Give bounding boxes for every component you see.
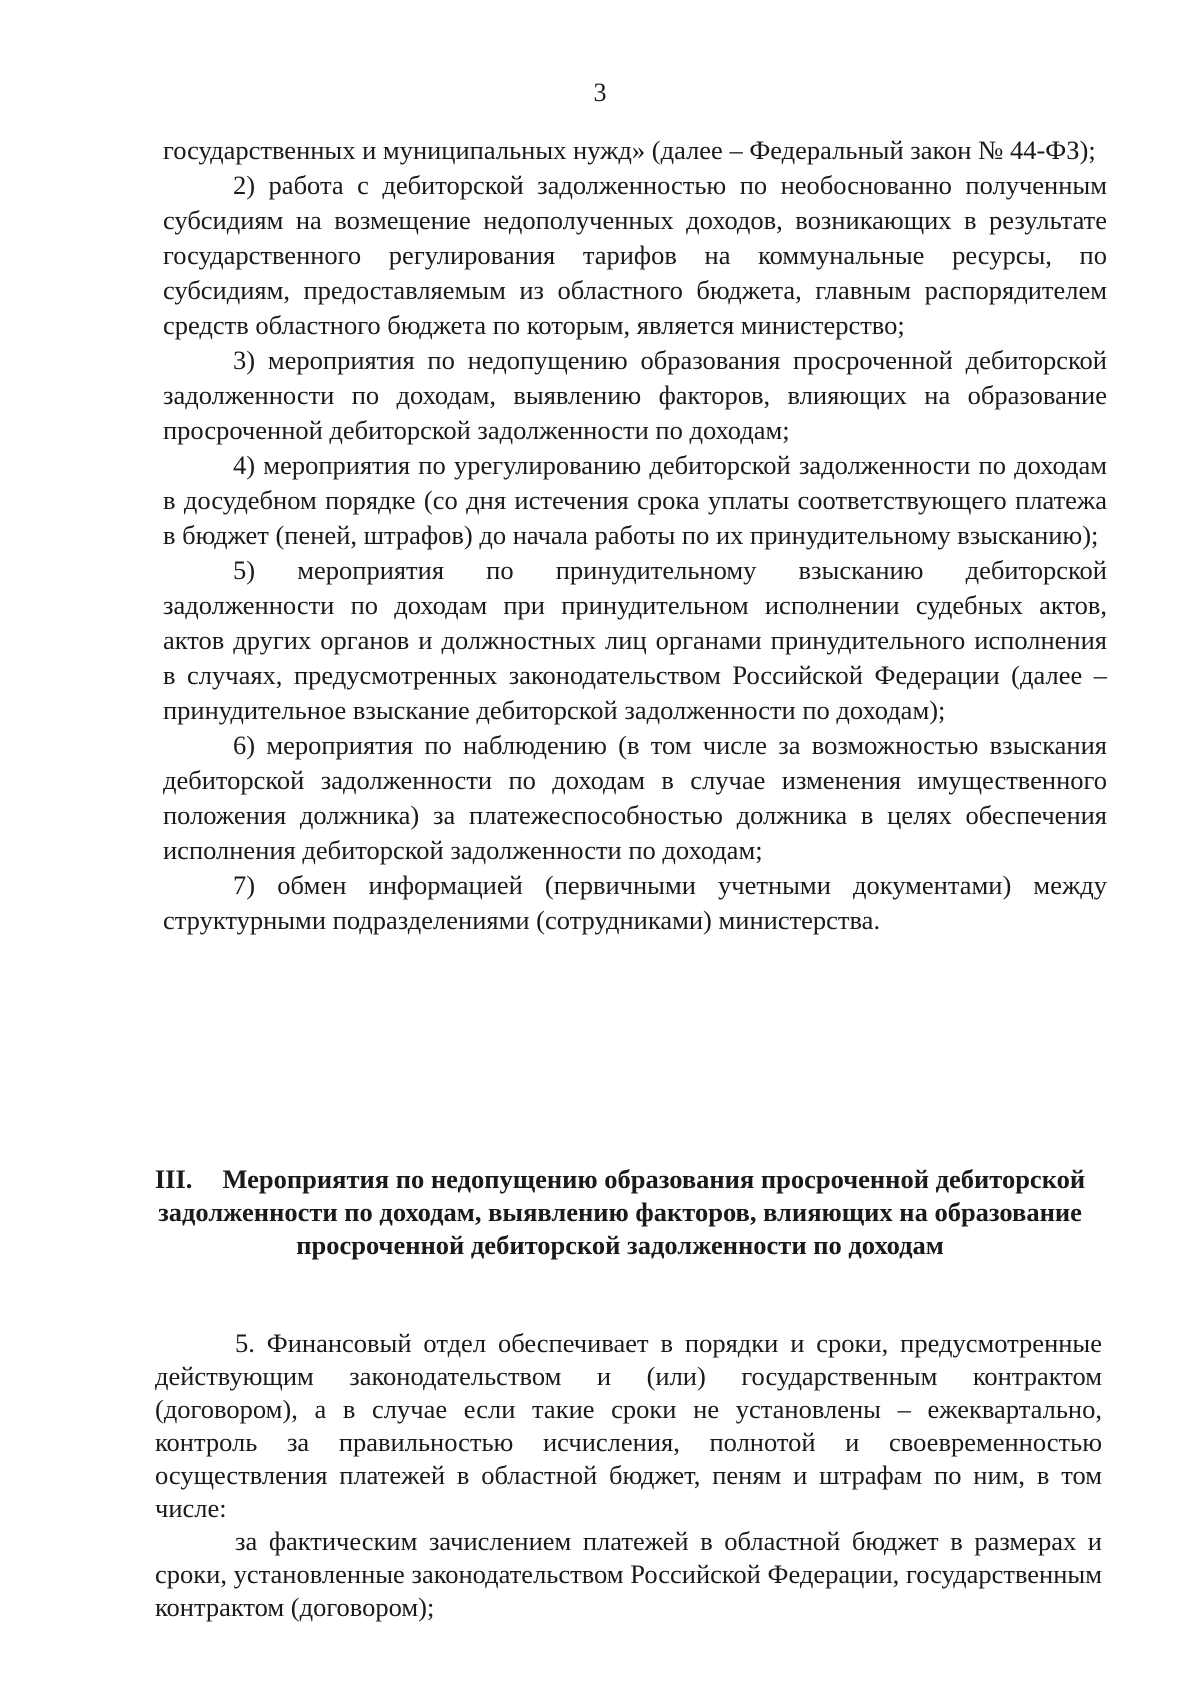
list-item-6: 6) мероприятия по наблюдению (в том числе за возможностью взыскания дебиторской задолженности по доходам в случае изменения имущественного положения должника) за платежеспособностью должника в целях обеспечения исполнения дебиторской задолженности по доходам; [163, 730, 1107, 865]
list-item-5: 5) мероприятия по принудительному взысканию дебиторской задолженности по доходам при принудительном исполнении судебных актов, актов других органов и должностных лиц органами принудительного исполнения в случаях, предусмотренных законодательством Российской Федерации (далее – принудительное взыскание дебиторской задолженности по доходам); [163, 555, 1107, 725]
page-number: 3 [593, 78, 607, 107]
paragraph-continuation: государственных и муниципальных нужд» (далее – Федеральный закон № 44-ФЗ); [163, 135, 1096, 165]
section-number: III. [154, 1164, 193, 1194]
list-item-3: 3) мероприятия по недопущению образования просроченной дебиторской задолженности по доходам, выявлению факторов, влияющих на образование просроченной дебиторской задолженности по доходам; [163, 345, 1107, 445]
list-item-7: 7) обмен информацией (первичными учетными документами) между структурными подразделениями (сотрудниками) министерства. [163, 870, 1107, 935]
section-heading [150, 1163, 1090, 1262]
text-block-lower [155, 1327, 1102, 1624]
paragraph-5-sub: за фактическим зачислением платежей в областной бюджет в размерах и сроки, установленные законодательством Российской Федерации, государственным контрактом (договором); [155, 1526, 1102, 1622]
paragraph-5: 5. Финансовый отдел обеспечивает в порядки и сроки, предусмотренные действующим законодательством и (или) государственным контрактом (договором), а в случае если такие сроки не установлены – ежеквартально, контроль за правильностью исчисления, полнотой и своевременностью осуществления платежей в областной бюджет, пеням и штрафам по ним, в том числе: [155, 1328, 1102, 1523]
list-item-2: 2) работа с дебиторской задолженностью по необоснованно полученным субсидиям на возмещение недополученных доходов, возникающих в результате государственного регулирования тарифов на коммунальные ресурсы, по субсидиям, предоставляемым из областного бюджета, главным распорядителем средств областного бюджета по которым, является министерство; [163, 170, 1107, 340]
section-title: Мероприятия по недопущению образования просроченной дебиторской задолженности по доходам, выявлению факторов, влияющих на образование просроченной дебиторской задолженности по доходам [158, 1164, 1086, 1260]
text-block-upper [163, 133, 1107, 938]
list-item-4: 4) мероприятия по урегулированию дебиторской задолженности по доходам в досудебном порядке (со дня истечения срока уплаты соответствующего платежа в бюджет (пеней, штрафов) до начала работы по их принудительному взысканию); [163, 450, 1107, 550]
